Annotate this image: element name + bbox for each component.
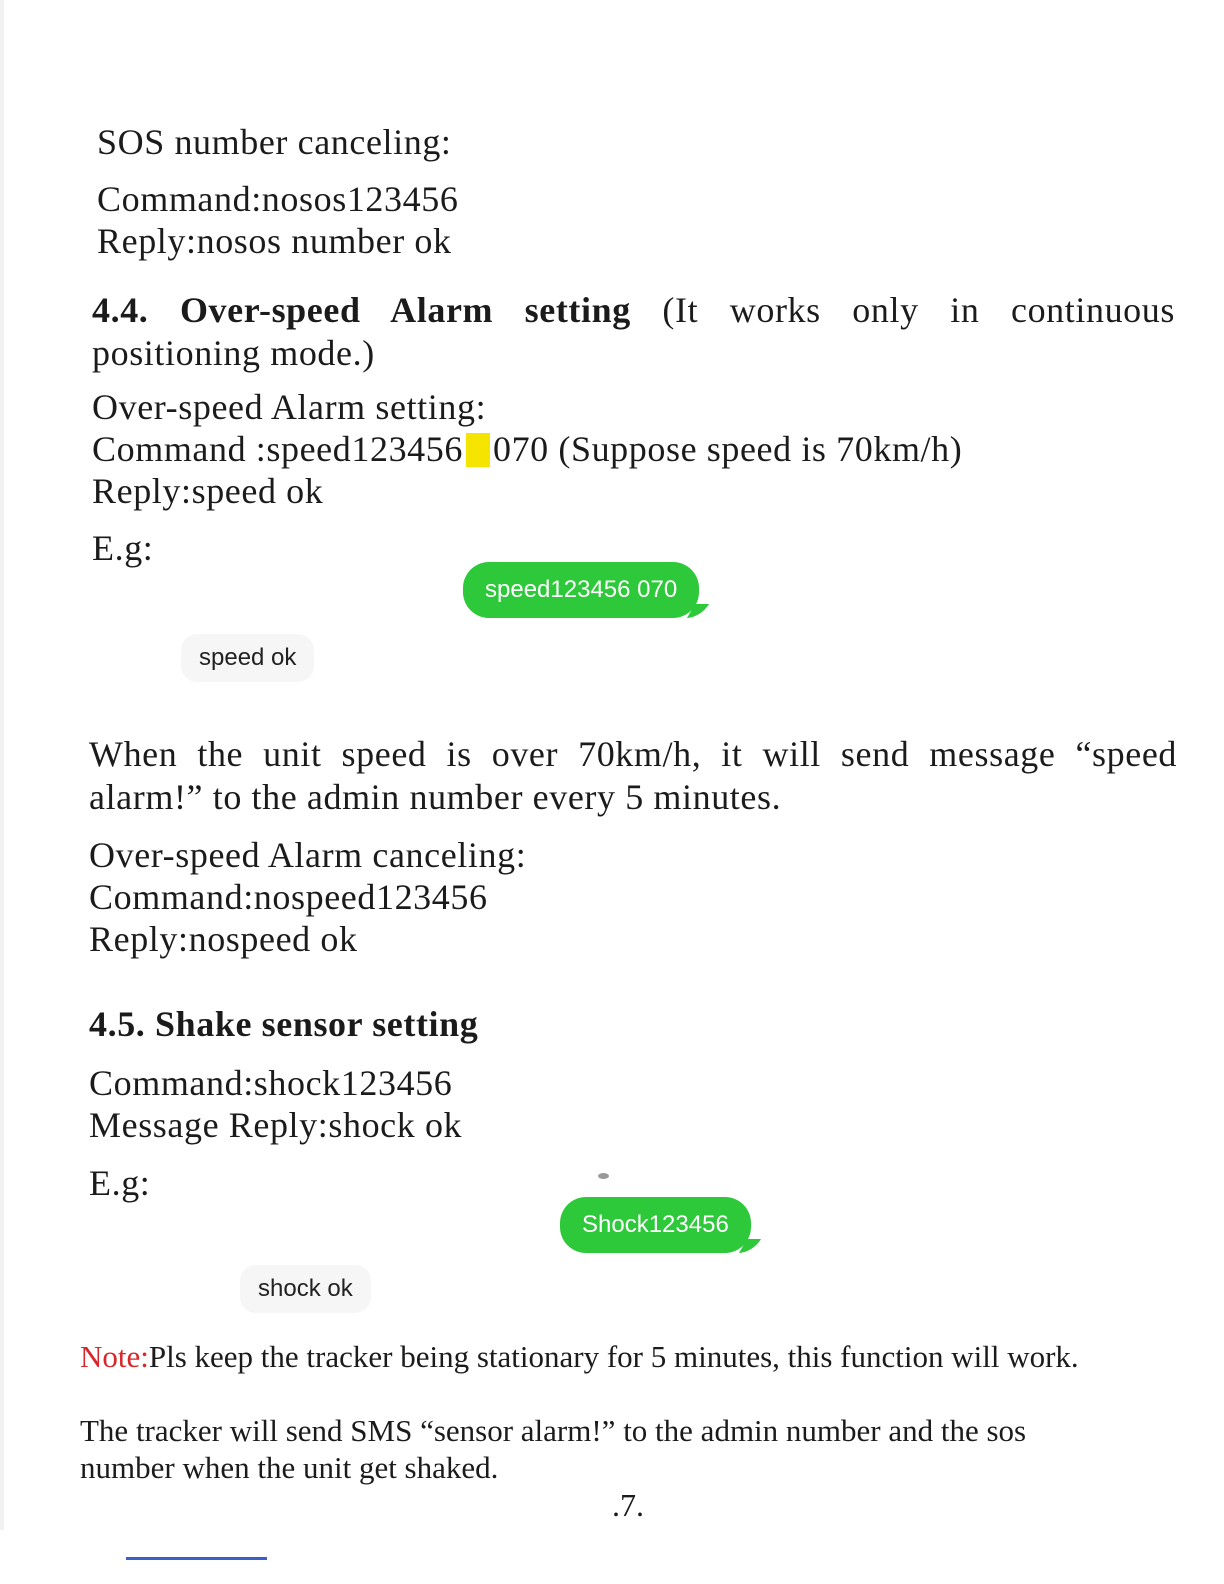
overspeed-reply: Reply:speed ok bbox=[92, 471, 324, 511]
shake-heading: 4.5. Shake sensor setting bbox=[89, 1004, 479, 1044]
scan-speck bbox=[598, 1173, 609, 1179]
overspeed-command-prefix: Command :speed123456 bbox=[92, 429, 463, 469]
received-message-bubble: shock ok bbox=[240, 1265, 371, 1313]
sos-cancel-title: SOS number canceling: bbox=[97, 122, 452, 162]
highlight-mark bbox=[466, 433, 490, 467]
scan-edge bbox=[0, 0, 4, 1530]
shake-reply: Message Reply:shock ok bbox=[89, 1105, 463, 1145]
footer-line bbox=[126, 1557, 267, 1560]
note-paragraph bbox=[80, 1338, 1080, 1375]
overspeed-cancel-label: Over-speed Alarm canceling: bbox=[89, 835, 527, 875]
note-label: Note: bbox=[80, 1339, 149, 1374]
sos-cancel-command: Command:nosos123456 bbox=[97, 179, 459, 219]
overspeed-heading-title: 4.4. Over-speed Alarm setting bbox=[92, 290, 631, 330]
overspeed-cancel-reply: Reply:nospeed ok bbox=[89, 919, 358, 959]
overspeed-command-suffix: 070 (Suppose speed is 70km/h) bbox=[492, 429, 963, 469]
overspeed-cancel-command: Command:nospeed123456 bbox=[89, 877, 488, 917]
sos-cancel-reply: Reply:nosos number ok bbox=[97, 221, 452, 261]
sent-message-bubble: Shock123456 bbox=[560, 1197, 751, 1253]
overspeed-heading-note: (It works only in continuous positioning mode.) bbox=[92, 290, 1175, 373]
overspeed-description: When the unit speed is over 70km/h, it will send message “speed alarm!” to the admin number every 5 minutes. bbox=[89, 734, 1177, 817]
shake-eg-label: E.g: bbox=[89, 1163, 151, 1203]
sent-message-bubble: speed123456 070 bbox=[463, 562, 699, 618]
overspeed-eg-label: E.g: bbox=[92, 528, 154, 568]
page-number: .7. bbox=[612, 1487, 644, 1523]
overspeed-command bbox=[92, 428, 962, 471]
note-text: Pls keep the tracker being stationary for 5 minutes, this function will work. bbox=[148, 1339, 1079, 1374]
note-sensor-alarm: The tracker will send SMS “sensor alarm!” to the admin number and the sos number when the unit get shaked. bbox=[80, 1413, 1027, 1485]
received-message-bubble: speed ok bbox=[181, 634, 314, 682]
overspeed-setting-label: Over-speed Alarm setting: bbox=[92, 387, 487, 427]
shake-command: Command:shock123456 bbox=[89, 1063, 453, 1103]
overspeed-heading bbox=[92, 289, 1175, 375]
